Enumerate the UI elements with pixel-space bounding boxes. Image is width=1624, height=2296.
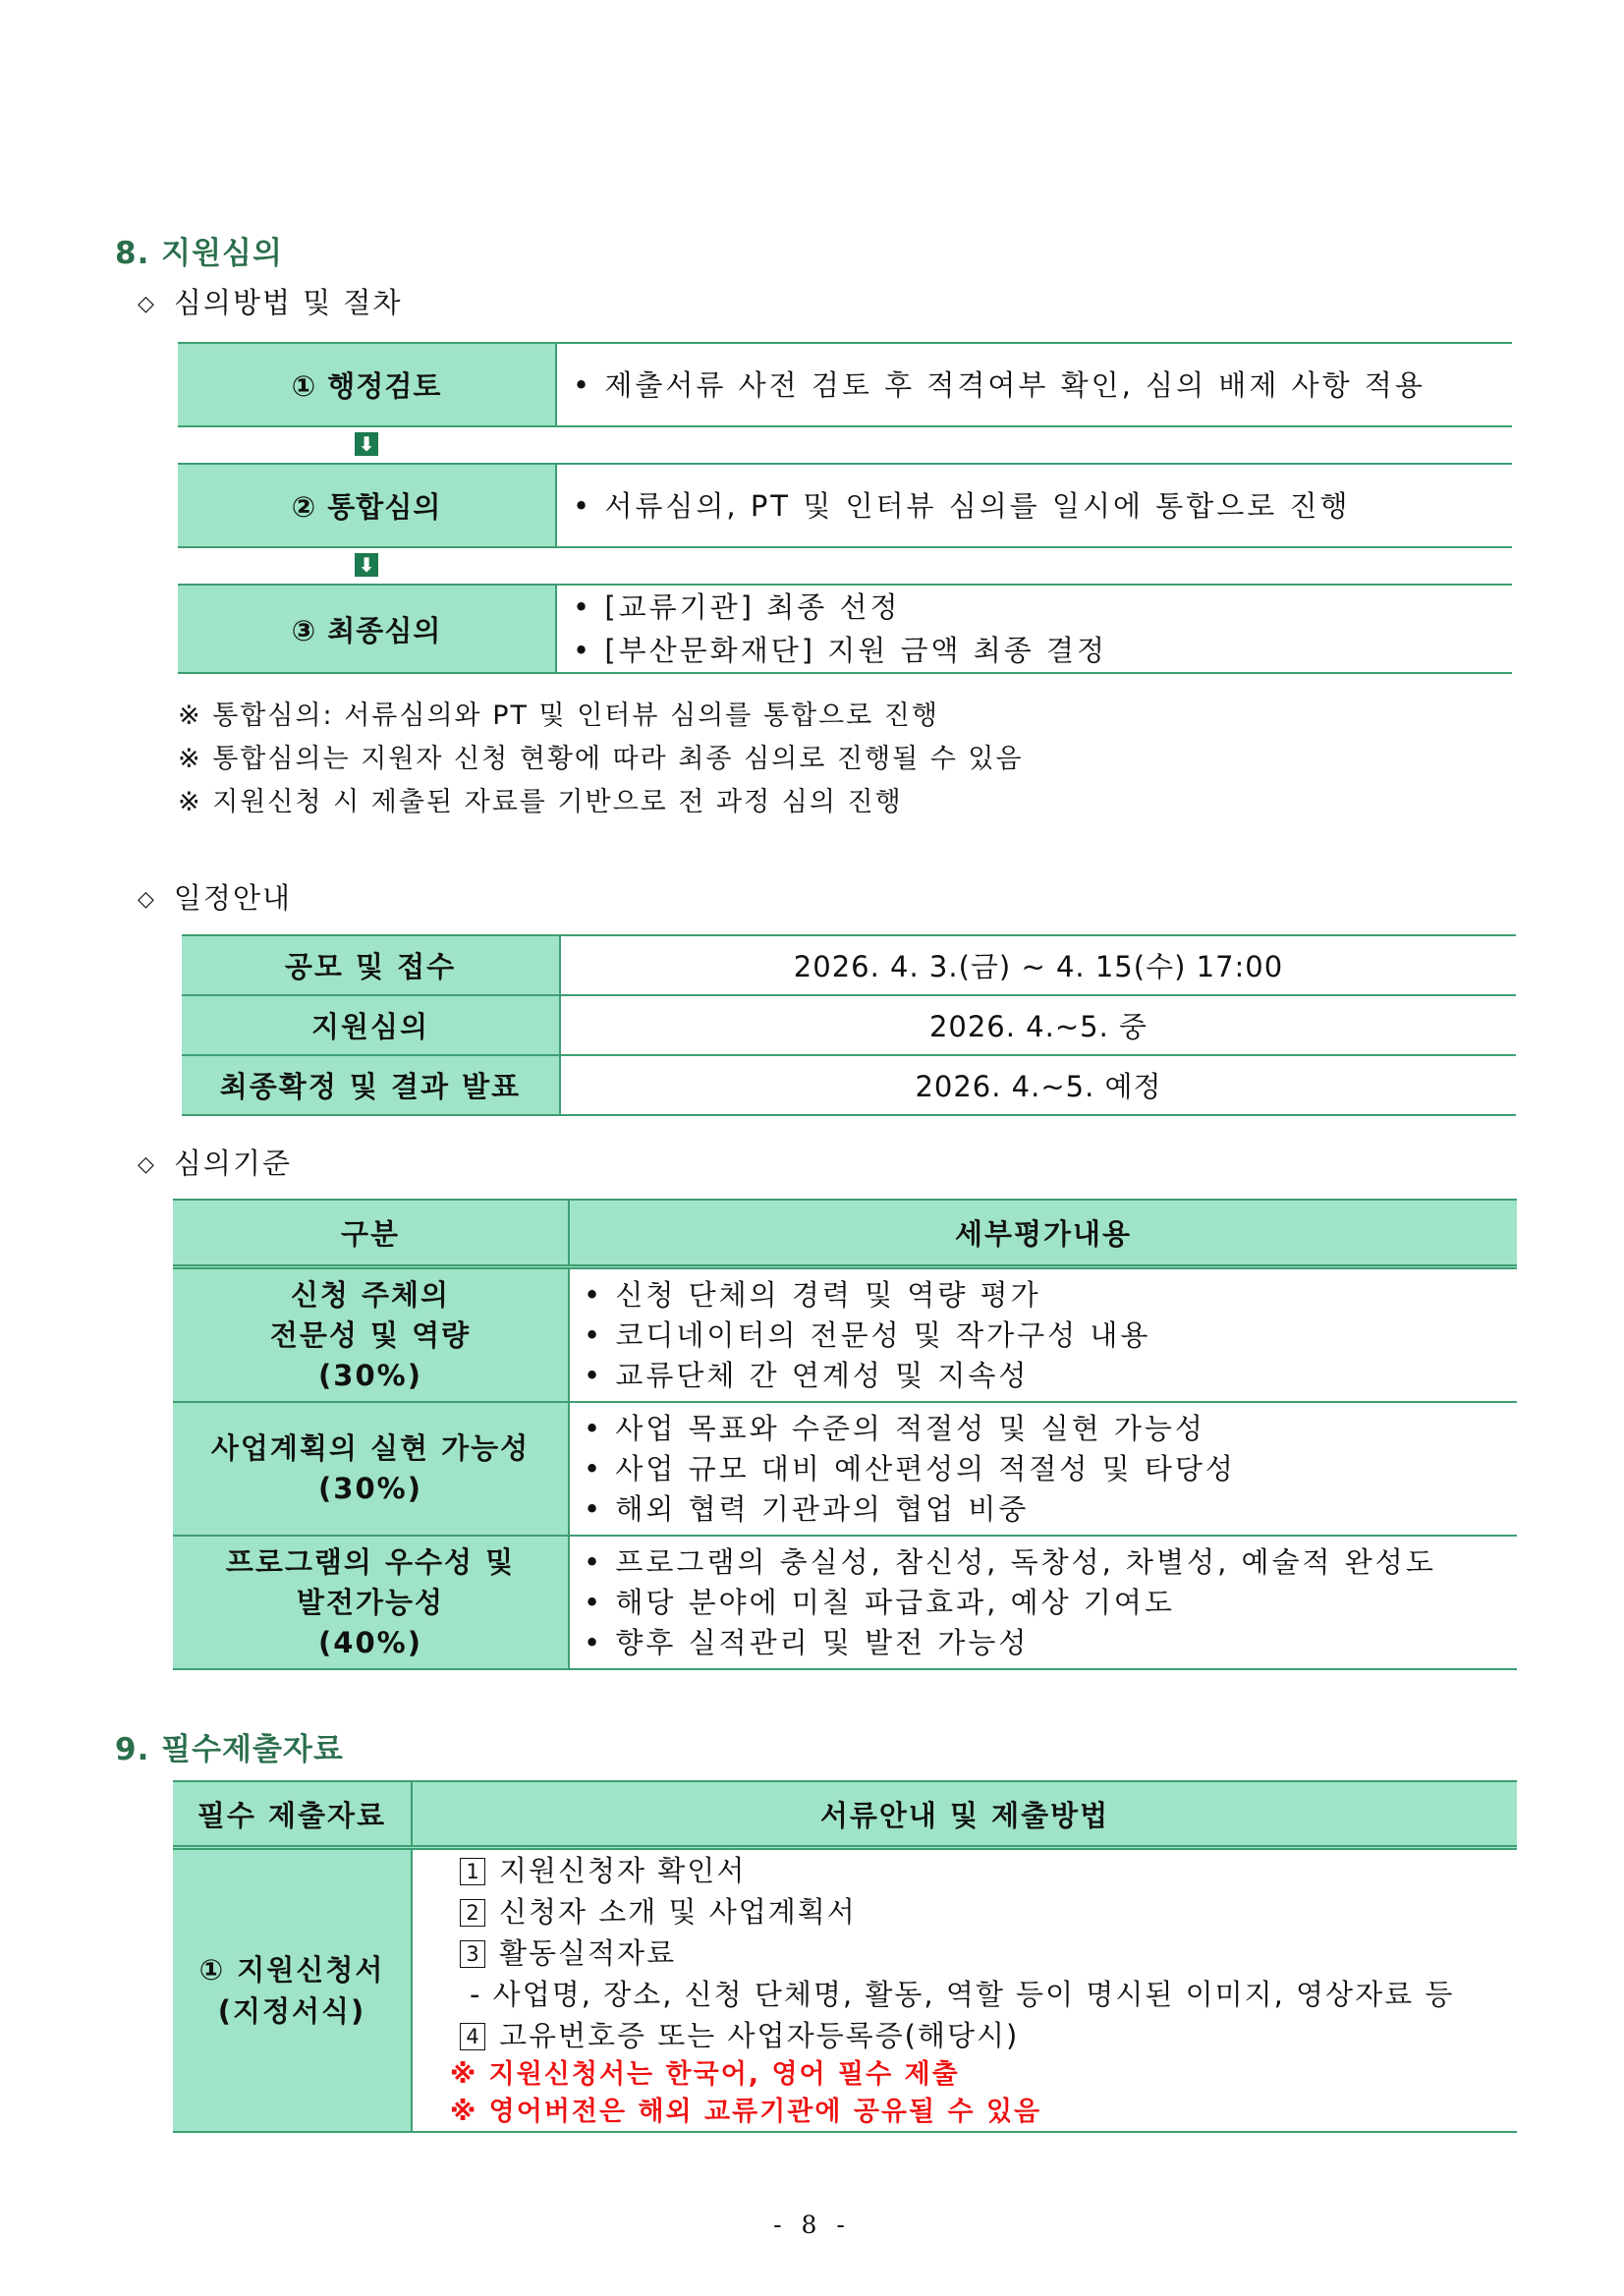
criteria-category: 신청 주체의 전문성 및 역량 (30%) (173, 1267, 569, 1403)
page-number: - 8 - (773, 2211, 851, 2239)
table-row (182, 995, 1516, 1055)
note: ※ 통합심의는 지원자 신청 현황에 따라 최종 심의로 진행될 수 있음 (178, 744, 1024, 774)
list-item: 4 고유번호증 또는 사업자등록증(해당시) (460, 2015, 1517, 2056)
step-description: • [교류기관] 최종 선정 • [부산문화재단] 지원 금액 최종 결정 (573, 590, 1108, 667)
table-row (173, 1267, 1517, 1403)
list-item: 1 지원신청자 확인서 (460, 1850, 1517, 1891)
step-description: • 제출서류 사전 검토 후 적격여부 확인, 심의 배제 사항 적용 (573, 367, 1426, 402)
diamond-bullet-icon: ◇ (138, 292, 156, 316)
section-8-title: 8. 지원심의 (115, 236, 283, 271)
criteria-table (173, 1199, 1517, 1670)
step-label: ② 통합심의 (178, 465, 557, 546)
column-header: 구분 (173, 1200, 569, 1267)
number-box: 1 (460, 1858, 485, 1885)
table-row (173, 1848, 1517, 2133)
diamond-bullet-icon: ◇ (138, 887, 156, 912)
schedule-item: 최종확정 및 결과 발표 (182, 1055, 560, 1115)
column-header: 서류안내 및 제출방법 (412, 1781, 1517, 1848)
criteria-details: • 프로그램의 충실성, 참신성, 독창성, 차별성, 예술적 완성도 • 해당 분야에 미칠 파급효과, 예상 기여도 • 향후 실적관리 및 발전 가능성 (569, 1536, 1517, 1669)
criteria-heading: ◇ 심의기준 (138, 1147, 292, 1180)
list-item: 3 활동실적자료 (460, 1932, 1517, 1974)
document-category: ① 지원신청서 (지정서식) (173, 1848, 412, 2133)
arrow-down-icon: ⬇ (355, 553, 378, 577)
arrow-down-icon: ⬇ (355, 432, 378, 456)
table-header-row (173, 1200, 1517, 1267)
section-9-title: 9. 필수제출자료 (115, 1732, 344, 1767)
step-label: ① 행정검토 (178, 344, 557, 425)
schedule-table (182, 934, 1516, 1116)
document-details (412, 1848, 1517, 2133)
criteria-category: 프로그램의 우수성 및 발전가능성 (40%) (173, 1536, 569, 1669)
schedule-item: 지원심의 (182, 995, 560, 1055)
number-box: 4 (460, 2023, 485, 2050)
schedule-date: 2026. 4.~5. 예정 (560, 1055, 1516, 1115)
schedule-item: 공모 및 접수 (182, 935, 560, 995)
table-row (182, 1055, 1516, 1115)
required-note: ※ 지원신청서는 한국어, 영어 필수 제출 (450, 2059, 960, 2090)
schedule-date: 2026. 4. 3.(금) ~ 4. 15(수) 17:00 (560, 935, 1516, 995)
column-header: 세부평가내용 (569, 1200, 1517, 1267)
diamond-bullet-icon: ◇ (138, 1152, 156, 1177)
criteria-details: • 사업 목표와 수준의 적절성 및 실현 가능성 • 사업 규모 대비 예산편성의 적절성 및 타당성 • 해외 협력 기관과의 협업 비중 (569, 1402, 1517, 1536)
schedule-heading: ◇ 일정안내 (138, 881, 292, 915)
number-box: 2 (460, 1899, 485, 1927)
table-row (182, 935, 1516, 995)
step-label: ③ 최종심의 (178, 586, 557, 672)
process-step (178, 463, 1512, 548)
list-item-detail: - 사업명, 장소, 신청 단체명, 활동, 역할 등이 명시된 이미지, 영상자료 등 (470, 1978, 1455, 2011)
required-note: ※ 영어버전은 해외 교류기관에 공유될 수 있음 (450, 2097, 1042, 2127)
required-documents-table (173, 1780, 1517, 2133)
number-box: 3 (460, 1940, 485, 1968)
table-row (173, 1536, 1517, 1669)
method-heading: ◇ 심의방법 및 절차 (138, 286, 403, 319)
process-step (178, 342, 1512, 427)
column-header: 필수 제출자료 (173, 1781, 412, 1848)
process-step (178, 584, 1512, 674)
step-description: • 서류심의, PT 및 인터뷰 심의를 일시에 통합으로 진행 (573, 488, 1351, 523)
table-header-row (173, 1781, 1517, 1848)
table-row (173, 1402, 1517, 1536)
note: ※ 통합심의: 서류심의와 PT 및 인터뷰 심의를 통합으로 진행 (178, 700, 939, 731)
list-item: 2 신청자 소개 및 사업계획서 (460, 1891, 1517, 1932)
criteria-category: 사업계획의 실현 가능성 (30%) (173, 1402, 569, 1536)
schedule-date: 2026. 4.~5. 중 (560, 995, 1516, 1055)
criteria-details: • 신청 단체의 경력 및 역량 평가 • 코디네이터의 전문성 및 작가구성 내용 • 교류단체 간 연계성 및 지속성 (569, 1267, 1517, 1403)
note: ※ 지원신청 시 제출된 자료를 기반으로 전 과정 심의 진행 (178, 787, 903, 817)
